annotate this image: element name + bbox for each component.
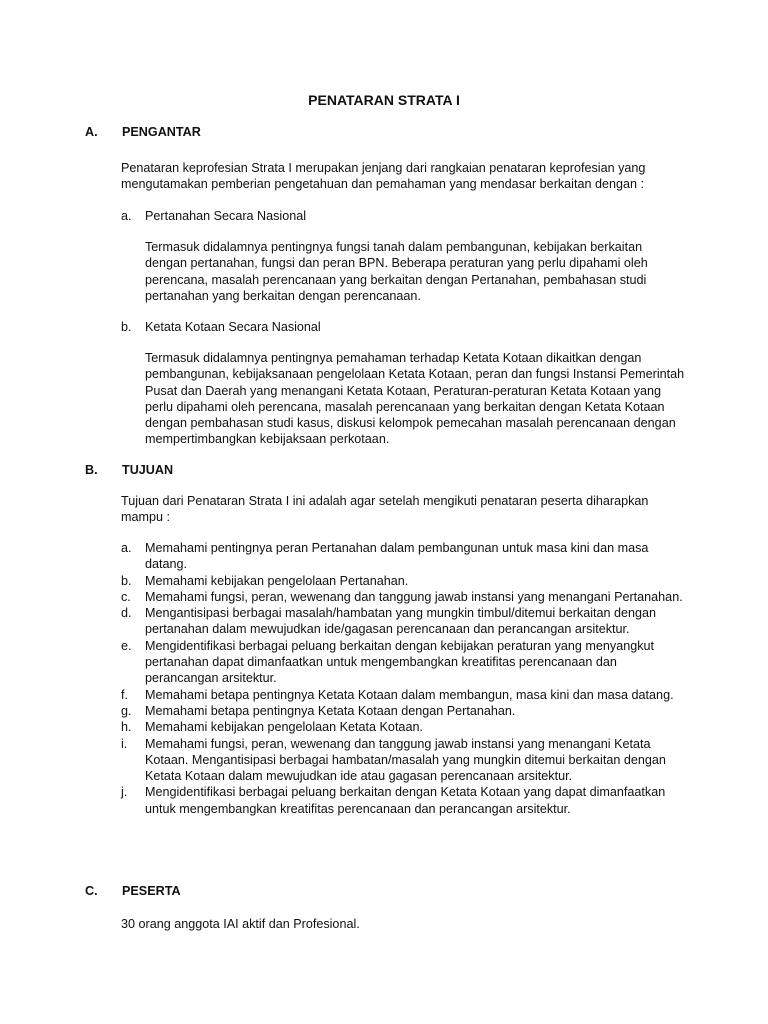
list-item-text: Memahami fungsi, peran, wewenang dan tanggung jawab instansi yang menangani Ketata Kotaan. Mengantisipasi berbagai hambatan/masalah yang mungkin ditemui berkaitan dengan Ketata Kotaan dalam mewujudkan ide atau gagasan perencanaan arsitektur. xyxy=(145,736,666,784)
list-item-text: Memahami kebijakan pengelolaan Ketata Kotaan. xyxy=(145,720,423,735)
list-item xyxy=(121,605,691,638)
tujuan-list xyxy=(121,540,691,817)
list-item xyxy=(121,736,691,785)
list-item-text: Memahami betapa pentingnya Ketata Kotaan dengan Pertanahan. xyxy=(145,703,516,718)
section-title: PESERTA xyxy=(122,884,181,898)
subheading-ketata-kotaan xyxy=(121,319,321,335)
peserta-text: 30 orang anggota IAI aktif dan Profesional. xyxy=(121,917,360,931)
section-title: TUJUAN xyxy=(122,463,174,477)
subheading-pertanahan xyxy=(121,208,306,224)
list-item-letter: e. xyxy=(121,638,132,653)
list-item-letter: g. xyxy=(121,703,132,718)
sub-letter: b. xyxy=(121,320,132,334)
list-item xyxy=(121,638,691,687)
sub-title: Pertanahan Secara Nasional xyxy=(145,209,307,223)
list-item xyxy=(121,540,691,573)
list-item-letter: d. xyxy=(121,606,132,621)
section-heading-peserta xyxy=(85,883,181,899)
list-item xyxy=(121,589,691,605)
section-letter: C. xyxy=(85,884,98,898)
list-item-text: Mengidentifikasi berbagai peluang berkaitan dengan Ketata Kotaan yang dapat dimanfaatkan untuk mengembangkan kreatifitas perencanaan dan perancangan arsitektur. xyxy=(145,785,666,816)
list-item xyxy=(121,784,691,817)
list-item xyxy=(121,703,691,719)
sub-title: Ketata Kotaan Secara Nasional xyxy=(145,320,321,334)
list-item xyxy=(121,573,691,589)
list-item-letter: j. xyxy=(121,785,128,800)
section-heading-pengantar xyxy=(85,124,201,140)
section-letter: B. xyxy=(85,463,98,477)
section-title: PENGANTAR xyxy=(122,125,201,139)
section-letter: A. xyxy=(85,125,98,139)
list-item-text: Memahami fungsi, peran, wewenang dan tanggung jawab instansi yang menangani Pertanahan. xyxy=(145,589,683,604)
document-title: PENATARAN STRATA I xyxy=(308,92,460,108)
list-item-letter: h. xyxy=(121,720,132,735)
list-item-text: Mengantisipasi berbagai masalah/hambatan yang mungkin timbul/ditemui berkaitan dengan pertanahan dalam mewujudkan ide/gagasan perencanaan dan perancangan arsitektur. xyxy=(145,606,657,637)
sub-letter: a. xyxy=(121,209,132,223)
pertanahan-paragraph: Termasuk didalamnya pentingnya fungsi tanah dalam pembangunan, kebijakan berkaitan dengan pertanahan, fungsi dan peran BPN. Beberapa peraturan yang perlu dipahami oleh perencana, masalah perencanaan yang berkaitan dengan Pertanahan, pembahasan studi pertanahan yang berkaitan dengan perencanaan. xyxy=(145,240,648,303)
list-item-text: Memahami pentingnya peran Pertanahan dalam pembangunan untuk masa kini dan masa datang. xyxy=(145,541,649,572)
list-item-letter: b. xyxy=(121,573,132,588)
list-item-letter: i. xyxy=(121,736,128,751)
list-item-text: Memahami betapa pentingnya Ketata Kotaan dalam membangun, masa kini dan masa datang. xyxy=(145,687,674,702)
ketata-kotaan-paragraph: Termasuk didalamnya pentingnya pemahaman terhadap Ketata Kotaan dikaitkan dengan pembangunan, kebijaksanaan pengelolaan Ketata Kotaan, peran dan fungsi Instansi Pemerintah Pusat dan Daerah yang menangani Ketata Kotaan, Peraturan-peraturan Ketata Kotaan yang perlu dipahami oleh perencana, masalah perencanaan yang berkaitan dengan Ketata Kotaan dengan pembahasan studi kasus, diskusi kelompok pemecahan masalah perencanaan dengan mempertimbangkan kebijaksaan perkotaan. xyxy=(145,351,685,447)
list-item-letter: f. xyxy=(121,687,128,702)
list-item-letter: a. xyxy=(121,541,132,555)
section-heading-tujuan xyxy=(85,462,173,478)
list-item-letter: c. xyxy=(121,589,131,604)
list-item xyxy=(121,687,691,703)
tujuan-intro: Tujuan dari Penataran Strata I ini adalah agar setelah mengikuti penataran peserta diharapkan mampu : xyxy=(121,494,649,525)
list-item-text: Mengidentifikasi berbagai peluang berkaitan dengan kebijakan peraturan yang menyangkut pertanahan dapat dimanfaatkan untuk mengembangkan kreatifitas perencanaan dan perancangan arsitektur. xyxy=(145,638,655,686)
pengantar-intro: Penataran keprofesian Strata I merupakan jenjang dari rangkaian penataran keprofesian yang mengutamakan pemberian pengetahuan dan pemahaman yang mendasar berkaitan dengan : xyxy=(121,161,646,192)
list-item xyxy=(121,719,691,735)
list-item-text: Memahami kebijakan pengelolaan Pertanahan. xyxy=(145,573,409,588)
